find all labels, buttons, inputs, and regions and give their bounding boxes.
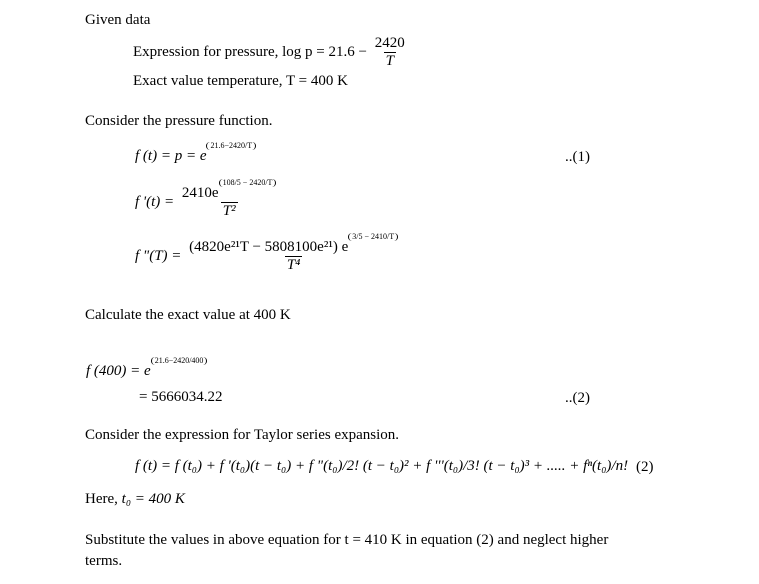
here-value: t₀ = 400 K [121, 491, 185, 507]
equation-tag-1: ..(1) [565, 149, 590, 165]
substitute-line-1: Substitute the values in above equation for t = 410 K in equation (2) and neglect higher [85, 532, 609, 548]
here-line [85, 491, 185, 508]
f-400-equation [86, 356, 207, 380]
here-label: Here, [85, 491, 118, 507]
pressure-label: Expression for pressure, [133, 44, 279, 61]
pressure-expression [133, 36, 409, 69]
f-t-exponent: 21.6−2420/T [206, 142, 256, 150]
f-double-prime-lhs: f "(T) = [135, 248, 182, 265]
f-prime-fraction [180, 178, 279, 219]
temperature-label: Exact value temperature, [133, 73, 283, 89]
consider-pressure-text: Consider the pressure function. [85, 113, 273, 129]
temperature-value: T = 400 K [286, 73, 348, 89]
pressure-denominator: T [385, 52, 394, 69]
given-data-heading: Given data [85, 12, 151, 28]
taylor-expression: f (t) = f (t₀) + f '(t₀)(t − t₀) + f "(t₀)/2! (t − t₀)² + f '''(t₀)/3! (t − t₀)³ + ..... + fⁿ(t₀)/n! [135, 458, 629, 474]
temperature-expression [133, 73, 348, 90]
equation-tag-2: ..(2) [565, 390, 590, 406]
pressure-lhs: log p = 21.6 − [282, 44, 367, 61]
f-400-lhs: f (400) = e [86, 363, 151, 379]
f-400-exponent: 21.6−2420/400 [151, 357, 208, 365]
f-double-prime-equation [135, 232, 402, 273]
f-double-prime-numerator: (4820e²¹T − 5808100e²¹) e3/5 − 2410/T [187, 240, 400, 256]
f-t-lhs: f (t) = p = e [135, 148, 207, 164]
f-prime-equation [135, 178, 280, 219]
f-prime-lhs: f '(t) = [135, 194, 175, 211]
calculate-exact-text: Calculate the exact value at 400 K [85, 307, 291, 323]
substitute-line-2: terms. [85, 553, 123, 569]
taylor-tag: (2) [636, 459, 654, 475]
f-double-prime-fraction [187, 232, 400, 273]
f-double-prime-denominator: T⁴ [286, 256, 301, 273]
pressure-numerator: 2420 [374, 35, 405, 51]
f-t-equation [135, 141, 256, 165]
f-400-value: = 5666034.22 [139, 389, 223, 405]
f-prime-denominator: T² [222, 202, 236, 219]
consider-taylor-text: Consider the expression for Taylor series expansion. [85, 427, 400, 443]
pressure-fraction [373, 36, 407, 69]
f-prime-numerator: 2410e108/5 − 2420/T [180, 186, 279, 202]
